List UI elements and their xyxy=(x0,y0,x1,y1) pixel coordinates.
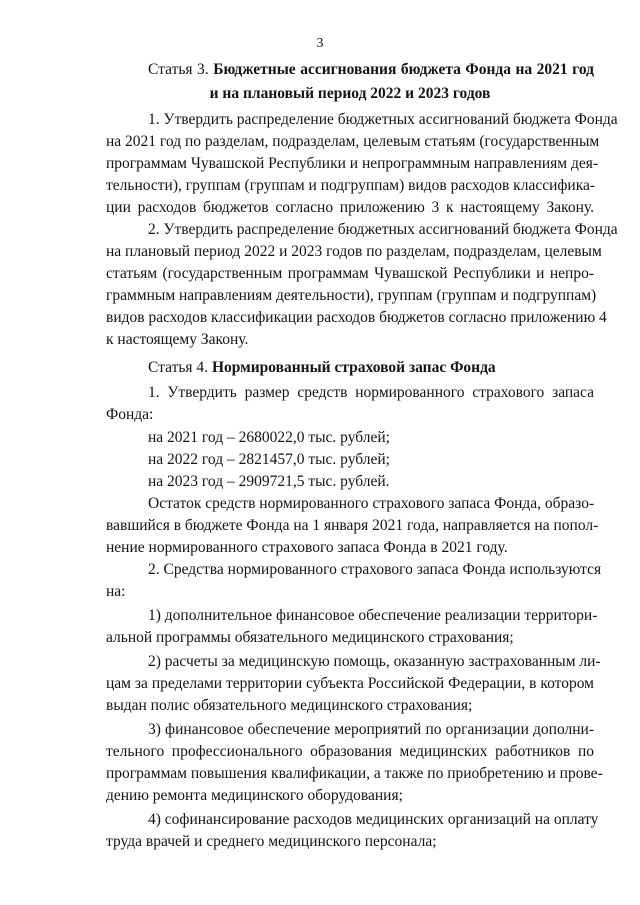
amount-2022: на 2022 год – 2821457,0 тыс. рублей; xyxy=(148,451,390,468)
article3-p2-line: статьям (государственным программам Чувашской Республики и непро- xyxy=(106,265,594,282)
remainder-line: вавшийся в бюджете Фонда на 1 января 2021 года, направляется на попол- xyxy=(106,517,599,534)
article3-p1-line: программам Чувашской Республики и непрограммным направлениям дея- xyxy=(106,155,599,172)
article3-lead: Статья 3. xyxy=(148,61,214,78)
item3-line: 3) финансовое обеспечение мероприятий по организации дополни- xyxy=(148,721,594,738)
article4-p2-line: 2. Средства нормированного страхового запаса Фонда используются xyxy=(148,561,602,578)
article3-title-line2-row xyxy=(0,84,640,104)
item2-line: цам за пределами территории субъекта Российской Федерации, в котором xyxy=(106,675,594,692)
item2-line: выдан полис обязательного медицинского страхования; xyxy=(106,697,473,714)
article4-title: Нормированный страховой запас Фонда xyxy=(211,359,496,376)
amount-2023: на 2023 год – 2909721,5 тыс. рублей. xyxy=(148,473,390,490)
item3-line: программам повышения квалификации, а также по приобретению и прове- xyxy=(106,765,603,782)
article3-p1-line: на 2021 год по разделам, подразделам, целевым статьям (государственным xyxy=(106,133,600,150)
item3-line: дению ремонта медицинского оборудования; xyxy=(106,787,403,804)
article4-p2-line: на: xyxy=(106,583,126,600)
article3-p1-line: тельности), группам (группам и подгруппам) видов расходов классифика- xyxy=(106,177,596,194)
article3-p2-line: 2. Утвердить распределение бюджетных ассигнований бюджета Фонда xyxy=(148,221,618,238)
article3-p2-line: на плановый период 2022 и 2023 годов по разделам, подразделам, целевым xyxy=(106,243,602,260)
article3-p2-line: к настоящему Закону. xyxy=(106,331,249,348)
article3-title-line2: и на плановый период 2022 и 2023 годов xyxy=(209,85,491,102)
article3-heading xyxy=(148,60,594,80)
article3-title-line1: Бюджетные ассигнования бюджета Фонда на 2021 год xyxy=(213,61,594,78)
item2-line: 2) расчеты за медицинскую помощь, оказанную застрахованным ли- xyxy=(148,653,601,670)
item4-line: труда врачей и среднего медицинского персонала; xyxy=(106,833,437,850)
remainder-line: нение нормированного страхового запаса Фонда в 2021 году. xyxy=(106,539,508,556)
article3-p1-line: ции расходов бюджетов согласно приложению 3 к настоящему Закону. xyxy=(106,199,594,216)
item3-line: тельного профессионального образования медицинских работников по xyxy=(106,743,594,760)
remainder-line: Остаток средств нормированного страхового запаса Фонда, образо- xyxy=(148,495,595,512)
amount-2021: на 2021 год – 2680022,0 тыс. рублей; xyxy=(148,429,390,446)
article4-heading xyxy=(148,358,496,378)
item1-line: альной программы обязательного медицинского страхования; xyxy=(106,629,514,646)
article3-p2-line: граммным направлениям деятельности), группам (группам и подгруппам) xyxy=(106,287,597,304)
page-number: 3 xyxy=(316,36,324,51)
item4-line: 4) софинансирование расходов медицинских организаций на оплату xyxy=(148,811,599,828)
item1-line: 1) дополнительное финансовое обеспечение реализации территори- xyxy=(148,607,598,624)
article4-p1-line: 1. Утвердить размер средств нормированного страхового запаса xyxy=(148,384,594,401)
article3-p2-line: видов расходов классификации расходов бюджетов согласно приложению 4 xyxy=(106,309,607,326)
article3-p1-line: 1. Утвердить распределение бюджетных ассигнований бюджета Фонда xyxy=(148,111,618,128)
article4-lead: Статья 4. xyxy=(148,359,212,376)
article4-p1-line: Фонда: xyxy=(106,406,154,423)
